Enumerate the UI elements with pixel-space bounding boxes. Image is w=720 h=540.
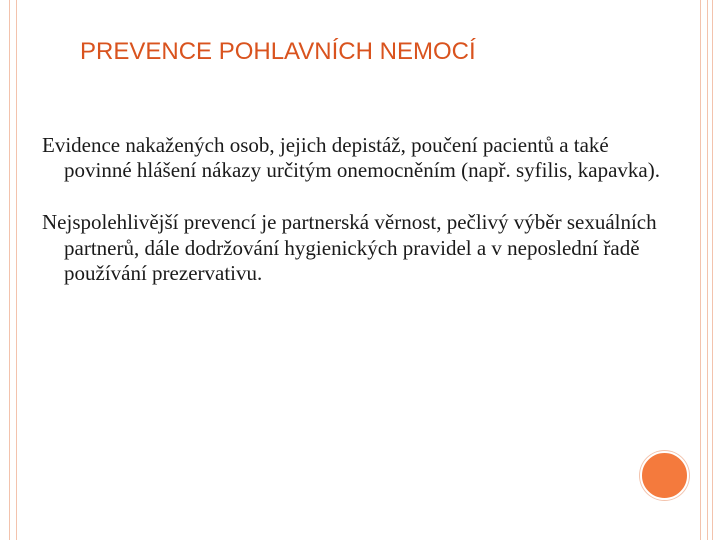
slide-title: PREVENCE POHLAVNÍCH NEMOCÍ: [80, 38, 476, 65]
decorative-circle: [640, 451, 689, 500]
paragraph-evidence: Evidence nakažených osob, jejich depistáž, poučení pacientů a také povinné hlášení nákazy určitým onemocněním (např. syfilis, kapavka).: [42, 133, 660, 183]
slide-body: [42, 133, 672, 313]
paragraph-prevention: Nejspolehlivější prevencí je partnerská věrnost, pečlivý výběr sexuálních partnerů, dále dodržování hygienických pravidel a v neposlední řadě používání prezervativu.: [42, 210, 657, 285]
right-decorative-frame: [700, 0, 708, 540]
right-decorative-line: [712, 0, 713, 540]
left-decorative-frame: [9, 0, 17, 540]
